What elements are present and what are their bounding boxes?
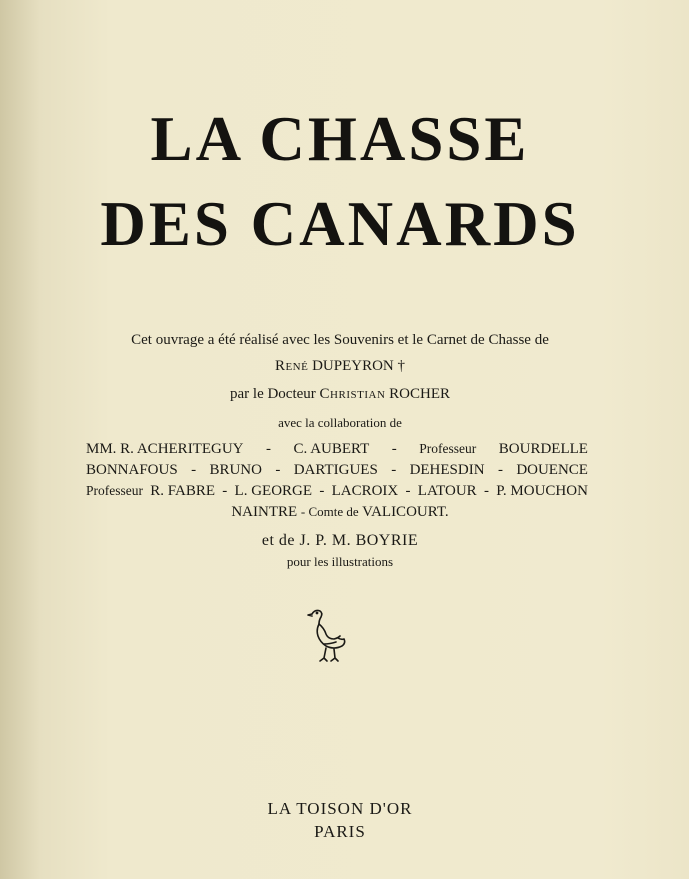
collab-name: DEHESDIN [409,462,485,478]
illustrations-line: pour les illustrations [286,554,394,569]
collaboration-line: avec la collaboration de [278,415,402,430]
editor-line [60,387,620,402]
separator: - [391,441,397,457]
author-line [60,359,620,374]
collab-name: MM. R. ACHERITEGUY [86,441,244,457]
collab-name: VALICOURT. [362,504,449,520]
separator: - [391,462,397,478]
collab-title: Professeur [86,483,143,498]
collab-name: R. FABRE [150,483,216,499]
editor-prefix: par le Docteur [230,386,316,402]
separator: - [405,483,411,499]
publisher-city: PARIS [314,822,366,841]
collab-title: - Comte de [300,504,359,519]
collab-name: DARTIGUES [293,462,378,478]
collab-name: C. AUBERT [293,441,370,457]
collab-name: BRUNO [209,462,262,478]
collaborators-row-3 [86,484,588,499]
collab-name: BONNAFOUS [86,462,178,478]
collaborators-row-2 [86,463,588,478]
author-last-name: DUPEYRON † [312,358,406,374]
separator: - [191,462,197,478]
collab-name: LATOUR [417,483,477,499]
collaborators-row-1 [86,442,588,457]
collab-name: LACROIX [331,483,399,499]
editor-last-name: ROCHER [389,386,450,402]
author-first-name: René [274,358,309,374]
collab-name: L. GEORGE [234,483,313,499]
separator: - [275,462,281,478]
collaborators-row-4 [60,505,620,520]
separator: - [222,483,228,499]
illustrator-prefix: et de [261,532,295,549]
separator: - [266,441,272,457]
collab-name: NAINTRE [231,504,298,520]
illustrator-name: J. P. M. BOYRIE [299,532,419,549]
collab-name: DOUENCE [516,462,588,478]
collab-title: Professeur [419,441,477,456]
collab-name: BOURDELLE [498,441,588,457]
book-title-line-2: DES CANARDS [100,189,580,259]
collab-name: P. MOUCHON [496,483,588,499]
book-title-line-1: LA CHASSE [150,104,530,174]
illustrator-line [60,533,620,549]
credits-intro: Cet ouvrage a été réalisé avec les Souvenirs et le Carnet de Chasse de [131,332,549,348]
duck-icon [306,606,348,666]
separator: - [483,483,489,499]
separator: - [319,483,325,499]
editor-first-name: Christian [319,386,386,402]
separator: - [497,462,503,478]
publisher-name: LA TOISON D'OR [267,799,413,818]
